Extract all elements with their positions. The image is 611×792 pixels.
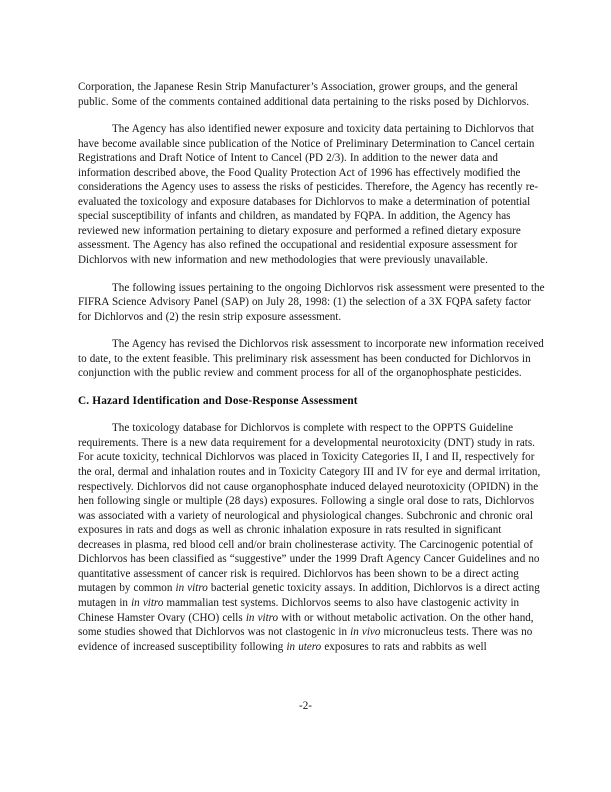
italic-term: in vitro <box>175 582 208 595</box>
section-heading-hazard-identification: C. Hazard Identification and Dose-Response Assessment <box>78 394 358 407</box>
page-body-text <box>78 80 546 667</box>
italic-term: in utero <box>286 640 322 653</box>
italic-term: in vitro <box>245 611 279 624</box>
paragraph-hazard-identification-body: The toxicology database for Dichlorvos is complete with respect to the OPPTS Guideline requirements. There is a new data requirement for a developmental neurotoxicity (DNT) study in rats. For acute toxicity, technical Dichlorvos was placed in Toxicity Categories II, I and II, respectively for the oral, dermal and inhalation routes and in Toxicity Category III and IV for eye and dermal irritation, respectively. Dichlorvos did not cause organophosphate induced delayed neurotoxicity (OPIDN) in the hen following single or multiple (28 days) exposures. Following a single oral dose to rats, Dichlorvos was associated with a variety of neurological and physiological changes. Subchronic and chronic oral exposures in rats and dogs as well as chronic inhalation exposure in rats resulted in significant decreases in plasma, red blood cell and/or brain cholinesterase activity. The Carcinogenic potential of Dichlorvos has been classified as “suggestive” under the 1999 Draft Agency Cancer Guidelines and no quantitative assessment of cancer risk is required. Dichlorvos has been shown to be a direct acting mutagen by common in vitro bacterial genetic toxicity assays. In addition, Dichlorvos is a direct acting mutagen in in vitro mammalian test systems. Dichlorvos seems to also have clastogenic activity in Chinese Hamster Ovary (CHO) cells in vitro with or without metabolic activation. On the other hand, some studies showed that Dichlorvos was not clastogenic in in vivo micronucleus tests. There was no evidence of increased susceptibility following in utero exposures to rats and rabbits as well <box>78 422 541 653</box>
paragraph-revised-risk-assessment: The Agency has revised the Dichlorvos risk assessment to incorporate new information received to date, to the extent feasible. This preliminary risk assessment has been conducted for Dichlorvos in conjunction with the public review and comment process for all of the organophosphate pesticides. <box>78 338 544 380</box>
italic-term: in vivo <box>350 626 381 639</box>
italic-term: in vitro <box>131 596 164 609</box>
paragraph-sap-issues: The following issues pertaining to the ongoing Dichlorvos risk assessment were presented to the FIFRA Science Advisory Panel (SAP) on July 28, 1998: (1) the selection of a 3X FQPA safety factor for Dichlorvos and (2) the resin strip exposure assessment. <box>78 281 545 323</box>
paragraph-newer-exposure-toxicity-data: The Agency has also identified newer exposure and toxicity data pertaining to Dichlorvos that have become available since publication of the Notice of Preliminary Determination to Cancel certain Registrations and Draft Notice of Intent to Cancel (PD 2/3). In addition to the newer data and information described above, the Food Quality Protection Act of 1996 has effectively modified the considerations the Agency uses to assess the risks of pesticides. Therefore, the Agency has recently re-evaluated the toxicology and exposure databases for Dichlorvos to make a determination of potential special susceptibility of infants and children, as mandated by FQPA. In addition, the Agency has reviewed new information pertaining to dietary exposure and performed a refined dietary exposure assessment. The Agency has also refined the occupational and residential exposure assessment for Dichlorvos with new information and new methodologies that were previously unavailable. <box>78 123 539 267</box>
paragraph-corporation-comments: Corporation, the Japanese Resin Strip Manufacturer’s Association, grower groups, and the general public. Some of the comments contained additional data pertaining to the risks posed by Dichlorvos. <box>78 81 530 108</box>
page-number-footer: -2- <box>299 700 312 712</box>
